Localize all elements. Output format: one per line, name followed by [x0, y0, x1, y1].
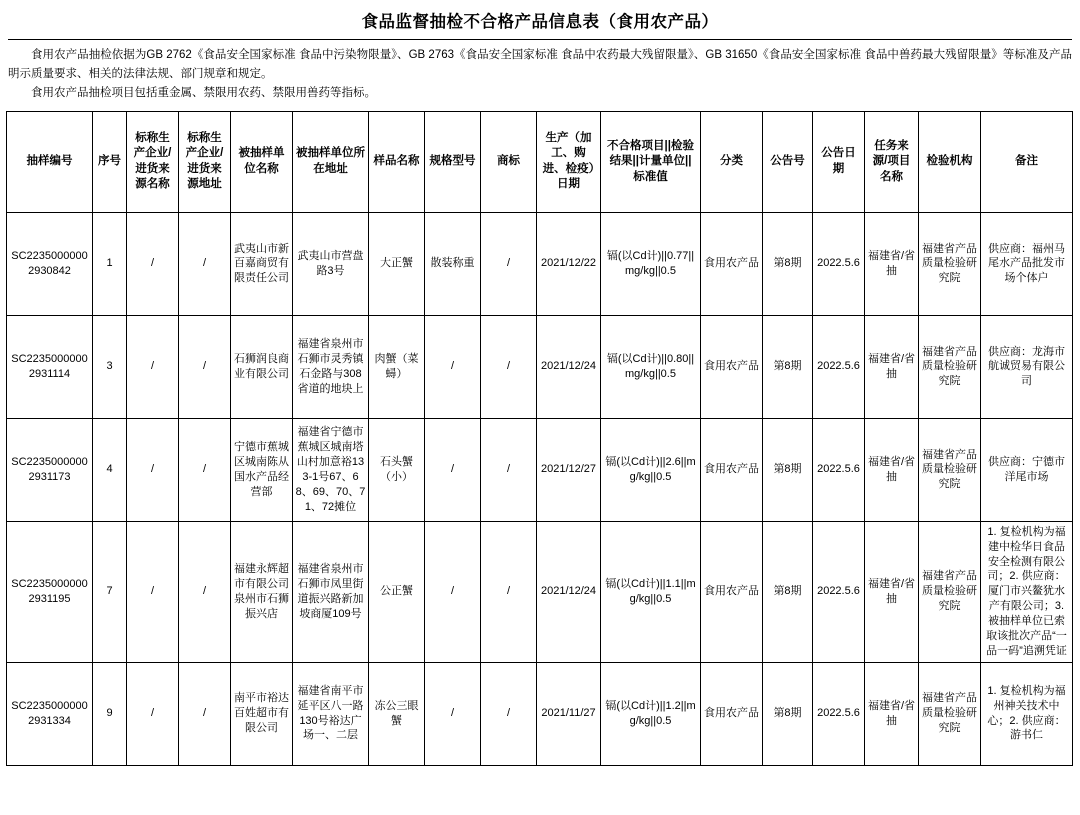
- col-header-sampled-address: 被抽样单位所在地址: [293, 111, 369, 212]
- cell-brand: /: [481, 521, 537, 662]
- cell-index: 7: [93, 521, 127, 662]
- cell-bulletin-no: 第8期: [763, 418, 813, 521]
- cell-sampled-address: 福建省泉州市石狮市凤里街道振兴路新加坡商厦109号: [293, 521, 369, 662]
- col-header-index: 序号: [93, 111, 127, 212]
- cell-date: 2021/11/27: [537, 662, 601, 765]
- cell-sample-no: SC22350000002931114: [7, 315, 93, 418]
- col-header-category: 分类: [701, 111, 763, 212]
- table-row: [7, 315, 1073, 418]
- cell-failed-item: 镉(以Cd计)||0.80||mg/kg||0.5: [601, 315, 701, 418]
- cell-category: 食用农产品: [701, 315, 763, 418]
- cell-index: 1: [93, 212, 127, 315]
- cell-product-name: 公正蟹: [369, 521, 425, 662]
- cell-product-name: 肉蟹（菜蟳）: [369, 315, 425, 418]
- cell-sampled-address: 福建省宁德市蕉城区城南塔山村加意裕133-1号67、68、69、70、71、72摊位: [293, 418, 369, 521]
- cell-sampled-unit: 南平市裕达百姓超市有限公司: [231, 662, 293, 765]
- preamble-line-2: 食用农产品抽检项目包括重金属、禁限用农药、禁限用兽药等指标。: [31, 86, 376, 99]
- cell-producer-address: /: [179, 315, 231, 418]
- cell-sample-no: SC22350000002931195: [7, 521, 93, 662]
- cell-spec: /: [425, 662, 481, 765]
- cell-index: 3: [93, 315, 127, 418]
- cell-sampled-address: 武夷山市营盘路3号: [293, 212, 369, 315]
- cell-index: 9: [93, 662, 127, 765]
- cell-category: 食用农产品: [701, 418, 763, 521]
- cell-date: 2021/12/24: [537, 521, 601, 662]
- table-row: [7, 418, 1073, 521]
- cell-task-source: 福建省/省抽: [865, 418, 919, 521]
- cell-index: 4: [93, 418, 127, 521]
- col-header-bulletin-no: 公告号: [763, 111, 813, 212]
- cell-bulletin-date: 2022.5.6: [813, 315, 865, 418]
- cell-spec: 散装称重: [425, 212, 481, 315]
- cell-product-name: 石头蟹（小）: [369, 418, 425, 521]
- col-header-inspection-org: 检验机构: [919, 111, 981, 212]
- col-header-failed-item: 不合格项目||检验结果||计量单位||标准值: [601, 111, 701, 212]
- cell-remark: 供应商：龙海市航诚贸易有限公司: [981, 315, 1073, 418]
- cell-task-source: 福建省/省抽: [865, 212, 919, 315]
- cell-sample-no: SC22350000002931173: [7, 418, 93, 521]
- cell-brand: /: [481, 662, 537, 765]
- cell-spec: /: [425, 418, 481, 521]
- cell-task-source: 福建省/省抽: [865, 521, 919, 662]
- cell-producer-name: /: [127, 521, 179, 662]
- preamble-line-1: 食用农产品抽检依据为GB 2762《食品安全国家标准 食品中污染物限量》、GB 2763《食品安全国家标准 食品中农药最大残留限量》、GB 31650《食品安全国家标准 食品中兽药最大残留限量》等标准及产品明示质量要求、相关的法律法规、部门规章和规定。: [8, 49, 1072, 80]
- col-header-bulletin-date: 公告日期: [813, 111, 865, 212]
- page-title: 食品监督抽检不合格产品信息表（食用农产品）: [361, 13, 719, 31]
- preamble: [6, 40, 1074, 108]
- cell-bulletin-date: 2022.5.6: [813, 662, 865, 765]
- cell-producer-address: /: [179, 418, 231, 521]
- cell-producer-name: /: [127, 212, 179, 315]
- cell-sampled-unit: 福建永辉超市有限公司泉州市石狮振兴店: [231, 521, 293, 662]
- col-header-producer-address: 标称生产企业/进货来源地址: [179, 111, 231, 212]
- cell-bulletin-no: 第8期: [763, 521, 813, 662]
- cell-failed-item: 镉(以Cd计)||1.1||mg/kg||0.5: [601, 521, 701, 662]
- cell-product-name: 大正蟹: [369, 212, 425, 315]
- cell-category: 食用农产品: [701, 212, 763, 315]
- inspection-table: [6, 111, 1073, 766]
- cell-sampled-address: 福建省南平市延平区八一路130号裕达广场一、二层: [293, 662, 369, 765]
- cell-producer-address: /: [179, 521, 231, 662]
- col-header-date: 生产（加工、购进、检疫）日期: [537, 111, 601, 212]
- col-header-sample-no: 抽样编号: [7, 111, 93, 212]
- cell-bulletin-no: 第8期: [763, 315, 813, 418]
- table-row: [7, 662, 1073, 765]
- cell-bulletin-no: 第8期: [763, 212, 813, 315]
- cell-date: 2021/12/22: [537, 212, 601, 315]
- cell-category: 食用农产品: [701, 521, 763, 662]
- cell-date: 2021/12/27: [537, 418, 601, 521]
- cell-failed-item: 镉(以Cd计)||2.6||mg/kg||0.5: [601, 418, 701, 521]
- col-header-producer-name: 标称生产企业/进货来源名称: [127, 111, 179, 212]
- table-row: [7, 521, 1073, 662]
- table-row: [7, 212, 1073, 315]
- cell-inspection-org: 福建省产品质量检验研究院: [919, 662, 981, 765]
- cell-brand: /: [481, 418, 537, 521]
- cell-brand: /: [481, 315, 537, 418]
- cell-bulletin-date: 2022.5.6: [813, 418, 865, 521]
- cell-sampled-unit: 石狮润良商业有限公司: [231, 315, 293, 418]
- cell-sampled-unit: 武夷山市新百嘉商贸有限责任公司: [231, 212, 293, 315]
- cell-brand: /: [481, 212, 537, 315]
- col-header-product-name: 样品名称: [369, 111, 425, 212]
- cell-sampled-unit: 宁德市蕉城区城南陈从国水产品经营部: [231, 418, 293, 521]
- cell-inspection-org: 福建省产品质量检验研究院: [919, 521, 981, 662]
- col-header-remark: 备注: [981, 111, 1073, 212]
- col-header-spec: 规格型号: [425, 111, 481, 212]
- col-header-task-source: 任务来源/项目名称: [865, 111, 919, 212]
- cell-product-name: 冻公三眼蟹: [369, 662, 425, 765]
- cell-spec: /: [425, 315, 481, 418]
- cell-spec: /: [425, 521, 481, 662]
- cell-remark: 1. 复检机构为福州神关技术中心；2. 供应商：游书仁: [981, 662, 1073, 765]
- cell-producer-address: /: [179, 662, 231, 765]
- cell-bulletin-no: 第8期: [763, 662, 813, 765]
- table-header-row: [7, 111, 1073, 212]
- cell-inspection-org: 福建省产品质量检验研究院: [919, 315, 981, 418]
- cell-failed-item: 镉(以Cd计)||1.2||mg/kg||0.5: [601, 662, 701, 765]
- cell-bulletin-date: 2022.5.6: [813, 212, 865, 315]
- cell-inspection-org: 福建省产品质量检验研究院: [919, 418, 981, 521]
- cell-inspection-org: 福建省产品质量检验研究院: [919, 212, 981, 315]
- cell-bulletin-date: 2022.5.6: [813, 521, 865, 662]
- cell-sample-no: SC22350000002930842: [7, 212, 93, 315]
- cell-date: 2021/12/24: [537, 315, 601, 418]
- cell-producer-name: /: [127, 662, 179, 765]
- cell-producer-address: /: [179, 212, 231, 315]
- cell-task-source: 福建省/省抽: [865, 662, 919, 765]
- cell-remark: 供应商：福州马尾水产品批发市场个体户: [981, 212, 1073, 315]
- cell-producer-name: /: [127, 418, 179, 521]
- cell-producer-name: /: [127, 315, 179, 418]
- cell-category: 食用农产品: [701, 662, 763, 765]
- cell-remark: 1. 复检机构为福建中检华日食品安全检测有限公司；2. 供应商：厦门市兴鳌犹水产有限公司；3. 被抽样单位已索取该批次产品“一品一码”追溯凭证: [981, 521, 1073, 662]
- cell-sample-no: SC22350000002931334: [7, 662, 93, 765]
- cell-failed-item: 镉(以Cd计)||0.77||mg/kg||0.5: [601, 212, 701, 315]
- col-header-sampled-unit: 被抽样单位名称: [231, 111, 293, 212]
- col-header-brand: 商标: [481, 111, 537, 212]
- cell-remark: 供应商：宁德市洋尾市场: [981, 418, 1073, 521]
- cell-task-source: 福建省/省抽: [865, 315, 919, 418]
- cell-sampled-address: 福建省泉州市石狮市灵秀镇石金路与308省道的地块上: [293, 315, 369, 418]
